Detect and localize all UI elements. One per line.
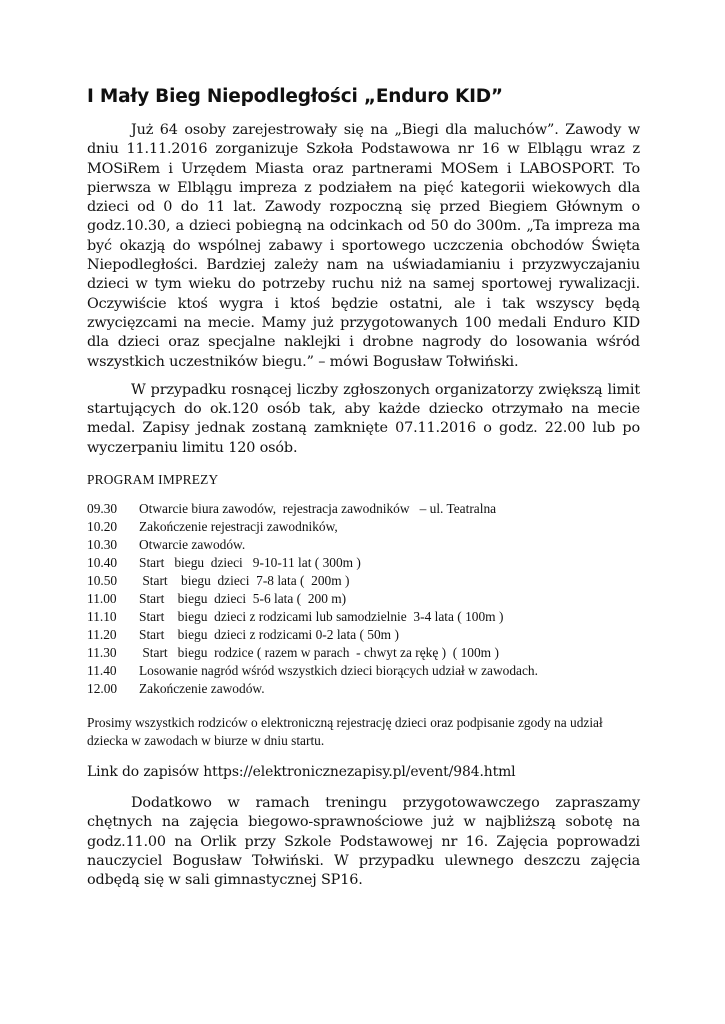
schedule-item [87, 554, 640, 572]
schedule-desc: Start biegu dzieci 9-10-11 lat ( 300m ) [139, 555, 361, 571]
schedule-item [87, 536, 640, 554]
schedule-time: 11.30 [87, 645, 117, 661]
schedule-time: 10.40 [87, 555, 118, 571]
schedule-item [87, 680, 640, 698]
schedule-item [87, 608, 640, 626]
schedule-item [87, 590, 640, 608]
schedule-list [87, 500, 640, 698]
schedule-item [87, 644, 640, 662]
schedule-desc: Zakończenie rejestracji zawodników, [139, 519, 338, 535]
document-page [87, 86, 640, 900]
schedule-desc: Start biegu dzieci z rodzicami 0-2 lata ( 50m ) [139, 627, 399, 643]
intro-paragraph: Już 64 osoby zarejestrowały się na „Biegi dla maluchów”. Zawody w dniu 11.11.2016 zorganizuje Szkoła Podstawowa nr 16 w Elblągu wraz z MOSiRem i Urzędem Miasta oraz partnerami MOSem i LABOSPORT. To pierwsza w Elblągu impreza z podziałem na pięć kategorii wiekowych dla dzieci od 0 do 11 lat. Zawody rozpoczną się przed Biegiem Głównym o godz.10.30, a dzieci pobiegną na odcinkach od 50 do 300m. „Ta impreza ma być okazją do wspólnej zabawy i sportowego uczczenia obchodów Święta Niepodległości. Bardziej zależy nam na uświadamianiu i przyzwyczajaniu dzieci w tym wieku do potrzeby ruchu niż na samej sportowej rywalizacji. Oczywiście ktoś wygra i ktoś będzie ostatni, ale i tak wszyscy będą zwycięzcami na mecie. Mamy już przygotowanych 100 medali Enduro KID dla dzieci oraz specjalne naklejki i drobne nagrody do losowania wśród wszystkich uczestników biegu.” – mówi Bogusław Tołwiński. [87, 122, 640, 370]
schedule-desc: Losowanie nagród wśród wszystkich dzieci biorących udział w zawodach. [139, 663, 538, 679]
schedule-time: 11.20 [87, 627, 117, 643]
schedule-time: 12.00 [87, 681, 118, 697]
schedule-desc: Otwarcie biura zawodów, rejestracja zawodników – ul. Teatralna [139, 501, 497, 517]
schedule-item [87, 500, 640, 518]
schedule-desc: Otwarcie zawodów. [139, 537, 246, 553]
limit-paragraph: W przypadku rosnącej liczby zgłoszonych organizatorzy zwiększą limit startujących do ok.120 osób tak, aby każde dziecko otrzymało na mecie medal. Zapisy jednak zostaną zamknięte 07.11.2016 o godz. 22.00 lub po wyczerpaniu limitu 120 osób. [87, 381, 640, 456]
registration-appeal: Prosimy wszystkich rodziców o elektroniczną rejestrację dzieci oraz podpisanie zgody na udział dziecka w zawodach w biurze w dniu startu. [87, 715, 603, 749]
schedule-desc: Zakończenie zawodów. [139, 681, 265, 697]
schedule-desc: Start biegu rodzice ( razem w parach - chwyt za rękę ) ( 100m ) [139, 645, 499, 661]
schedule-time: 11.10 [87, 609, 117, 625]
schedule-item [87, 626, 640, 644]
schedule-desc: Start biegu dzieci 5-6 lata ( 200 m) [139, 591, 347, 607]
page-title: I Mały Bieg Niepodległości „Enduro KID” [87, 86, 503, 107]
schedule-time: 10.20 [87, 519, 118, 535]
schedule-item [87, 518, 640, 536]
schedule-time: 11.40 [87, 663, 117, 679]
schedule-time: 10.50 [87, 573, 118, 589]
training-paragraph: Dodatkowo w ramach treningu przygotowawczego zapraszamy chętnych na zajęcia biegowo-sprawnościowe już w najbliższą sobotę na godz.11.00 na Orlik przy Szkole Podstawowej nr 16. Zajęcia poprowadzi nauczyciel Bogusław Tołwiński. W przypadku ulewnego deszczu zajęcia odbędą się w sali gimnastycznej SP16. [87, 795, 640, 889]
schedule-time: 11.00 [87, 591, 117, 607]
schedule-time: 09.30 [87, 501, 118, 517]
schedule-desc: Start biegu dzieci 7-8 lata ( 200m ) [139, 573, 350, 589]
schedule-item [87, 572, 640, 590]
schedule-time: 10.30 [87, 537, 118, 553]
registration-link[interactable]: Link do zapisów https://elektronicznezapisy.pl/event/984.html [87, 764, 516, 781]
schedule-item [87, 662, 640, 680]
program-heading: PROGRAM IMPREZY [87, 472, 219, 488]
schedule-desc: Start biegu dzieci z rodzicami lub samodzielnie 3-4 lata ( 100m ) [139, 609, 504, 625]
